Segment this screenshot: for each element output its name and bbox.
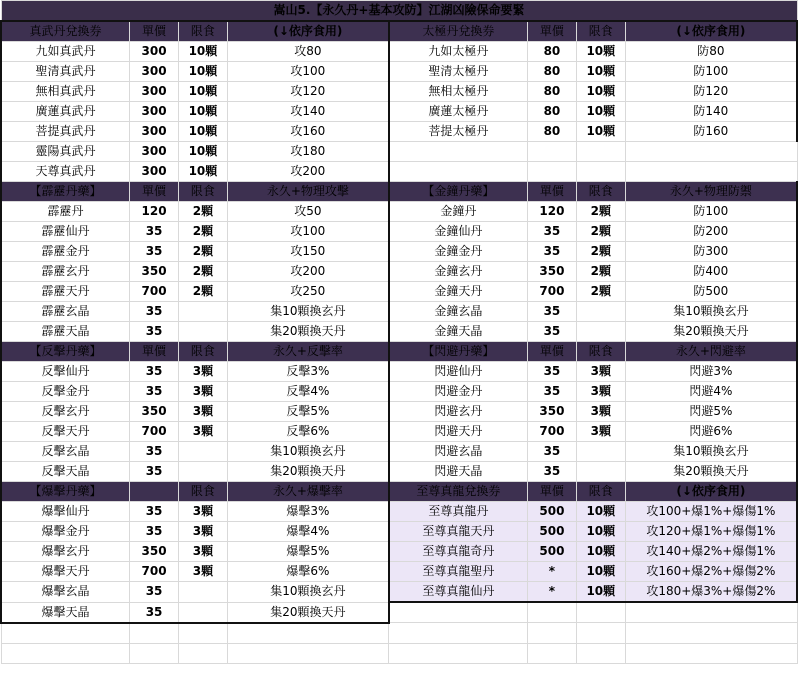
jinzhong-row-cell: 2顆: [576, 282, 625, 302]
zhenlong-row-cell: 10顆: [576, 522, 625, 542]
jinzhong-row-cell: 2顆: [576, 222, 625, 242]
shanbi-header-3: 永久+閃避率: [625, 342, 797, 362]
fanji-row-cell: 反擊玄晶: [1, 442, 130, 462]
shanbi-header-1: 單價: [527, 342, 576, 362]
zhenlong-row-cell: 500: [527, 522, 576, 542]
zhenwu-row-cell: 300: [130, 82, 179, 102]
pili-row-cell: 霹靂金丹: [1, 242, 130, 262]
taiji-header-0: 太極丹兌換券: [389, 21, 528, 42]
zhenlong-row-cell: 攻100+爆1%+爆傷1%: [625, 502, 797, 522]
taiji-header-2: 限食: [576, 21, 625, 42]
pili-row-cell: 35: [130, 222, 179, 242]
zhenwu-row-cell: 10顆: [178, 102, 227, 122]
jinzhong-row-cell: 防500: [625, 282, 797, 302]
jinzhong-row-cell: [576, 322, 625, 342]
jinzhong-header-3: 永久+物理防禦: [625, 182, 797, 202]
taiji-row-cell: 10顆: [576, 122, 625, 142]
zhenwu-row-cell: 攻180: [227, 142, 388, 162]
zhenwu-row-cell: 10顆: [178, 42, 227, 62]
baoji-row-cell: 爆擊6%: [227, 562, 388, 582]
taiji-row-cell: 10顆: [576, 102, 625, 122]
zhenwu-row-cell: 靈陽真武丹: [1, 142, 130, 162]
zhenwu-row-cell: 300: [130, 142, 179, 162]
jinzhong-row-cell: 金鐘天晶: [389, 322, 528, 342]
fanji-header-0: 【反擊丹藥】: [1, 342, 130, 362]
zhenwu-row-cell: 300: [130, 102, 179, 122]
zhenwu-row-cell: 九如真武丹: [1, 42, 130, 62]
baoji-row-cell: 集20顆換天丹: [227, 602, 388, 623]
shanbi-row-cell: 閃避玄晶: [389, 442, 528, 462]
fanji-row-cell: 反擊玄丹: [1, 402, 130, 422]
empty-cell: [227, 643, 388, 663]
fanji-row-cell: 反擊天丹: [1, 422, 130, 442]
shanbi-row-cell: 集20顆換天丹: [625, 462, 797, 482]
jinzhong-row-cell: 35: [527, 302, 576, 322]
fanji-row-cell: 3顆: [178, 382, 227, 402]
fanji-row-cell: 反擊3%: [227, 362, 388, 382]
zhenwu-row-cell: 10顆: [178, 142, 227, 162]
taiji-header-1: 單價: [527, 21, 576, 42]
baoji-row-cell: 爆擊玄晶: [1, 582, 130, 603]
empty-cell: [625, 643, 797, 663]
zhenlong-header-3: (↓依序食用): [625, 482, 797, 502]
jinzhong-header-0: 【金鐘丹藥】: [389, 182, 528, 202]
taiji-row-cell: 菩提太極丹: [389, 122, 528, 142]
shanbi-row-cell: 閃避金丹: [389, 382, 528, 402]
empty-cell: [527, 643, 576, 663]
shanbi-row-cell: 集10顆換玄丹: [625, 442, 797, 462]
zhenlong-row-cell: 10顆: [576, 542, 625, 562]
fanji-row-cell: [178, 442, 227, 462]
empty-cell: [389, 602, 528, 623]
fanji-row-cell: 反擊天晶: [1, 462, 130, 482]
empty-cell: [1, 623, 130, 644]
empty-cell: [130, 643, 179, 663]
pili-row-cell: 集20顆換天丹: [227, 322, 388, 342]
pili-row-cell: 霹靂仙丹: [1, 222, 130, 242]
taiji-row-cell: 10顆: [576, 62, 625, 82]
baoji-row-cell: 爆擊天晶: [1, 602, 130, 623]
fanji-row-cell: 3顆: [178, 402, 227, 422]
baoji-row-cell: 爆擊4%: [227, 522, 388, 542]
fanji-header-2: 限食: [178, 342, 227, 362]
zhenwu-row-cell: 攻160: [227, 122, 388, 142]
zhenwu-row-cell: 無相真武丹: [1, 82, 130, 102]
shanbi-row-cell: 閃避天丹: [389, 422, 528, 442]
baoji-header-1: [130, 482, 179, 502]
pili-row-cell: 700: [130, 282, 179, 302]
jinzhong-row-cell: 2顆: [576, 262, 625, 282]
jinzhong-row-cell: 35: [527, 222, 576, 242]
taiji-row-cell: 10顆: [576, 82, 625, 102]
empty-cell: [527, 602, 576, 623]
empty-cell: [227, 623, 388, 644]
zhenwu-header-1: 單價: [130, 21, 179, 42]
fanji-row-cell: 35: [130, 362, 179, 382]
fanji-row-cell: 35: [130, 382, 179, 402]
jinzhong-row-cell: 集10顆換玄丹: [625, 302, 797, 322]
zhenwu-row-cell: 聖清真武丹: [1, 62, 130, 82]
baoji-row-cell: [178, 602, 227, 623]
pili-row-cell: 攻250: [227, 282, 388, 302]
empty-cell: [576, 602, 625, 623]
pili-row-cell: 攻100: [227, 222, 388, 242]
shanbi-row-cell: 閃避天晶: [389, 462, 528, 482]
shanbi-row-cell: 閃避3%: [625, 362, 797, 382]
empty-cell: [389, 142, 528, 162]
pili-header-3: 永久+物理攻擊: [227, 182, 388, 202]
fanji-row-cell: 反擊6%: [227, 422, 388, 442]
empty-cell: [1, 643, 130, 663]
zhenlong-header-2: 限食: [576, 482, 625, 502]
taiji-row-cell: 80: [527, 62, 576, 82]
fanji-header-3: 永久+反擊率: [227, 342, 388, 362]
jinzhong-row-cell: 金鐘玄晶: [389, 302, 528, 322]
sheet-title: 嵩山5.【永久丹+基本攻防】江湖凶險保命要緊: [1, 1, 797, 22]
zhenwu-row-cell: 300: [130, 62, 179, 82]
zhenlong-row-cell: 10顆: [576, 582, 625, 603]
baoji-row-cell: 700: [130, 562, 179, 582]
empty-cell: [576, 643, 625, 663]
pili-row-cell: 35: [130, 322, 179, 342]
empty-cell: [625, 142, 797, 162]
jinzhong-row-cell: 防400: [625, 262, 797, 282]
empty-cell: [130, 623, 179, 644]
jinzhong-header-1: 單價: [527, 182, 576, 202]
shanbi-row-cell: 3顆: [576, 422, 625, 442]
shanbi-row-cell: 35: [527, 362, 576, 382]
baoji-row-cell: 3顆: [178, 542, 227, 562]
baoji-row-cell: 35: [130, 602, 179, 623]
taiji-row-cell: 80: [527, 82, 576, 102]
taiji-row-cell: 無相太極丹: [389, 82, 528, 102]
shanbi-row-cell: 35: [527, 462, 576, 482]
baoji-row-cell: 爆擊5%: [227, 542, 388, 562]
zhenwu-row-cell: 攻120: [227, 82, 388, 102]
taiji-row-cell: 聖清太極丹: [389, 62, 528, 82]
shanbi-row-cell: [576, 442, 625, 462]
fanji-row-cell: 350: [130, 402, 179, 422]
fanji-row-cell: 反擊5%: [227, 402, 388, 422]
pili-header-2: 限食: [178, 182, 227, 202]
pili-header-0: 【霹靂丹藥】: [1, 182, 130, 202]
shanbi-row-cell: 3顆: [576, 362, 625, 382]
zhenlong-row-cell: 10顆: [576, 562, 625, 582]
empty-cell: [576, 162, 625, 182]
jinzhong-row-cell: 金鐘天丹: [389, 282, 528, 302]
zhenlong-row-cell: 至尊真龍奇丹: [389, 542, 528, 562]
pili-row-cell: 攻150: [227, 242, 388, 262]
zhenwu-row-cell: 300: [130, 162, 179, 182]
baoji-row-cell: 3顆: [178, 502, 227, 522]
empty-cell: [389, 643, 528, 663]
fanji-row-cell: 3顆: [178, 362, 227, 382]
empty-cell: [576, 623, 625, 644]
pili-row-cell: 350: [130, 262, 179, 282]
zhenlong-row-cell: 攻180+爆3%+爆傷2%: [625, 582, 797, 603]
pili-row-cell: 2顆: [178, 222, 227, 242]
baoji-row-cell: 集10顆換玄丹: [227, 582, 388, 603]
baoji-row-cell: 爆擊3%: [227, 502, 388, 522]
zhenlong-row-cell: 攻160+爆2%+爆傷2%: [625, 562, 797, 582]
baoji-row-cell: 350: [130, 542, 179, 562]
shanbi-row-cell: 35: [527, 442, 576, 462]
pili-row-cell: 2顆: [178, 262, 227, 282]
pili-row-cell: [178, 302, 227, 322]
pili-row-cell: 攻50: [227, 202, 388, 222]
baoji-row-cell: 爆擊仙丹: [1, 502, 130, 522]
taiji-row-cell: 防80: [625, 42, 797, 62]
baoji-row-cell: 爆擊玄丹: [1, 542, 130, 562]
jinzhong-row-cell: 2顆: [576, 242, 625, 262]
jinzhong-row-cell: 防300: [625, 242, 797, 262]
zhenlong-row-cell: 至尊真龍仙丹: [389, 582, 528, 603]
shanbi-row-cell: [576, 462, 625, 482]
zhenwu-row-cell: 攻80: [227, 42, 388, 62]
zhenlong-row-cell: 10顆: [576, 502, 625, 522]
jinzhong-row-cell: [576, 302, 625, 322]
jinzhong-header-2: 限食: [576, 182, 625, 202]
jinzhong-row-cell: 120: [527, 202, 576, 222]
pili-row-cell: 霹靂天丹: [1, 282, 130, 302]
taiji-row-cell: 九如太極丹: [389, 42, 528, 62]
jinzhong-row-cell: 35: [527, 242, 576, 262]
zhenlong-row-cell: 攻140+爆2%+爆傷1%: [625, 542, 797, 562]
shanbi-row-cell: 350: [527, 402, 576, 422]
zhenlong-row-cell: 至尊真龍天丹: [389, 522, 528, 542]
zhenlong-row-cell: *: [527, 562, 576, 582]
shanbi-row-cell: 35: [527, 382, 576, 402]
pili-row-cell: 2顆: [178, 202, 227, 222]
empty-cell: [178, 623, 227, 644]
baoji-row-cell: 35: [130, 522, 179, 542]
zhenlong-row-cell: *: [527, 582, 576, 603]
baoji-header-0: 【爆擊丹藥】: [1, 482, 130, 502]
shanbi-row-cell: 閃避5%: [625, 402, 797, 422]
shanbi-row-cell: 閃避玄丹: [389, 402, 528, 422]
baoji-header-2: 限食: [178, 482, 227, 502]
fanji-row-cell: 集10顆換玄丹: [227, 442, 388, 462]
shanbi-header-0: 【閃避丹藥】: [389, 342, 528, 362]
zhenlong-row-cell: 500: [527, 502, 576, 522]
baoji-row-cell: 3顆: [178, 522, 227, 542]
empty-cell: [389, 162, 528, 182]
baoji-row-cell: 爆擊金丹: [1, 522, 130, 542]
pili-row-cell: 2顆: [178, 282, 227, 302]
zhenwu-row-cell: 攻200: [227, 162, 388, 182]
jinzhong-row-cell: 防100: [625, 202, 797, 222]
pili-row-cell: 攻200: [227, 262, 388, 282]
taiji-row-cell: 防120: [625, 82, 797, 102]
zhenlong-header-0: 至尊真龍兌換券: [389, 482, 528, 502]
fanji-row-cell: 反擊金丹: [1, 382, 130, 402]
jinzhong-row-cell: 金鐘仙丹: [389, 222, 528, 242]
zhenwu-row-cell: 天尊真武丹: [1, 162, 130, 182]
jinzhong-row-cell: 2顆: [576, 202, 625, 222]
taiji-row-cell: 80: [527, 102, 576, 122]
zhenwu-row-cell: 10顆: [178, 122, 227, 142]
pili-header-1: 單價: [130, 182, 179, 202]
shanbi-row-cell: 閃避仙丹: [389, 362, 528, 382]
taiji-row-cell: 防100: [625, 62, 797, 82]
empty-cell: [625, 602, 797, 623]
fanji-row-cell: 35: [130, 442, 179, 462]
zhenwu-row-cell: 廣蓮真武丹: [1, 102, 130, 122]
shanbi-row-cell: 3顆: [576, 402, 625, 422]
zhenlong-header-1: 單價: [527, 482, 576, 502]
pili-row-cell: 霹靂玄丹: [1, 262, 130, 282]
jinzhong-row-cell: 350: [527, 262, 576, 282]
zhenwu-header-2: 限食: [178, 21, 227, 42]
fanji-row-cell: [178, 462, 227, 482]
empty-cell: [178, 643, 227, 663]
zhenlong-row-cell: 至尊真龍聖丹: [389, 562, 528, 582]
zhenwu-header-3: (↓依序食用): [227, 21, 388, 42]
zhenwu-row-cell: 10顆: [178, 62, 227, 82]
zhenwu-row-cell: 300: [130, 122, 179, 142]
pili-row-cell: 霹靂玄晶: [1, 302, 130, 322]
zhenlong-row-cell: 攻120+爆1%+爆傷1%: [625, 522, 797, 542]
fanji-row-cell: 反擊仙丹: [1, 362, 130, 382]
jinzhong-row-cell: 700: [527, 282, 576, 302]
taiji-row-cell: 10顆: [576, 42, 625, 62]
zhenwu-row-cell: 菩提真武丹: [1, 122, 130, 142]
pili-row-cell: [178, 322, 227, 342]
shanbi-row-cell: 閃避6%: [625, 422, 797, 442]
fanji-header-1: 單價: [130, 342, 179, 362]
fanji-row-cell: 35: [130, 462, 179, 482]
pili-row-cell: 集10顆換玄丹: [227, 302, 388, 322]
pili-row-cell: 霹靂天晶: [1, 322, 130, 342]
zhenwu-header-0: 真武丹兌換券: [1, 21, 130, 42]
jinzhong-row-cell: 金鐘丹: [389, 202, 528, 222]
baoji-row-cell: 35: [130, 502, 179, 522]
empty-cell: [625, 162, 797, 182]
jinzhong-row-cell: 金鐘玄丹: [389, 262, 528, 282]
shanbi-header-2: 限食: [576, 342, 625, 362]
zhenwu-row-cell: 10顆: [178, 162, 227, 182]
shanbi-row-cell: 3顆: [576, 382, 625, 402]
taiji-row-cell: 80: [527, 122, 576, 142]
jinzhong-row-cell: 35: [527, 322, 576, 342]
shanbi-row-cell: 閃避4%: [625, 382, 797, 402]
zhenlong-row-cell: 500: [527, 542, 576, 562]
fanji-row-cell: 集20顆換天丹: [227, 462, 388, 482]
pili-row-cell: 35: [130, 302, 179, 322]
pili-row-cell: 霹靂丹: [1, 202, 130, 222]
baoji-row-cell: [178, 582, 227, 603]
baoji-row-cell: 35: [130, 582, 179, 603]
jinzhong-row-cell: 防200: [625, 222, 797, 242]
taiji-row-cell: 防140: [625, 102, 797, 122]
empty-cell: [527, 142, 576, 162]
baoji-header-3: 永久+爆擊率: [227, 482, 388, 502]
zhenlong-row-cell: 至尊真龍丹: [389, 502, 528, 522]
taiji-row-cell: 80: [527, 42, 576, 62]
pili-row-cell: 120: [130, 202, 179, 222]
fanji-row-cell: 3顆: [178, 422, 227, 442]
fanji-row-cell: 反擊4%: [227, 382, 388, 402]
zhenwu-row-cell: 攻140: [227, 102, 388, 122]
jinzhong-row-cell: 金鐘金丹: [389, 242, 528, 262]
shanbi-row-cell: 700: [527, 422, 576, 442]
taiji-row-cell: 防160: [625, 122, 797, 142]
empty-cell: [625, 623, 797, 644]
pili-row-cell: 2顆: [178, 242, 227, 262]
empty-cell: [389, 623, 528, 644]
zhenwu-row-cell: 300: [130, 42, 179, 62]
taiji-row-cell: 廣蓮太極丹: [389, 102, 528, 122]
fanji-row-cell: 700: [130, 422, 179, 442]
empty-cell: [527, 623, 576, 644]
pili-row-cell: 35: [130, 242, 179, 262]
zhenwu-row-cell: 10顆: [178, 82, 227, 102]
taiji-header-3: (↓依序食用): [625, 21, 797, 42]
empty-cell: [576, 142, 625, 162]
baoji-row-cell: 爆擊天丹: [1, 562, 130, 582]
empty-cell: [527, 162, 576, 182]
jinzhong-row-cell: 集20顆換天丹: [625, 322, 797, 342]
baoji-row-cell: 3顆: [178, 562, 227, 582]
zhenwu-row-cell: 攻100: [227, 62, 388, 82]
